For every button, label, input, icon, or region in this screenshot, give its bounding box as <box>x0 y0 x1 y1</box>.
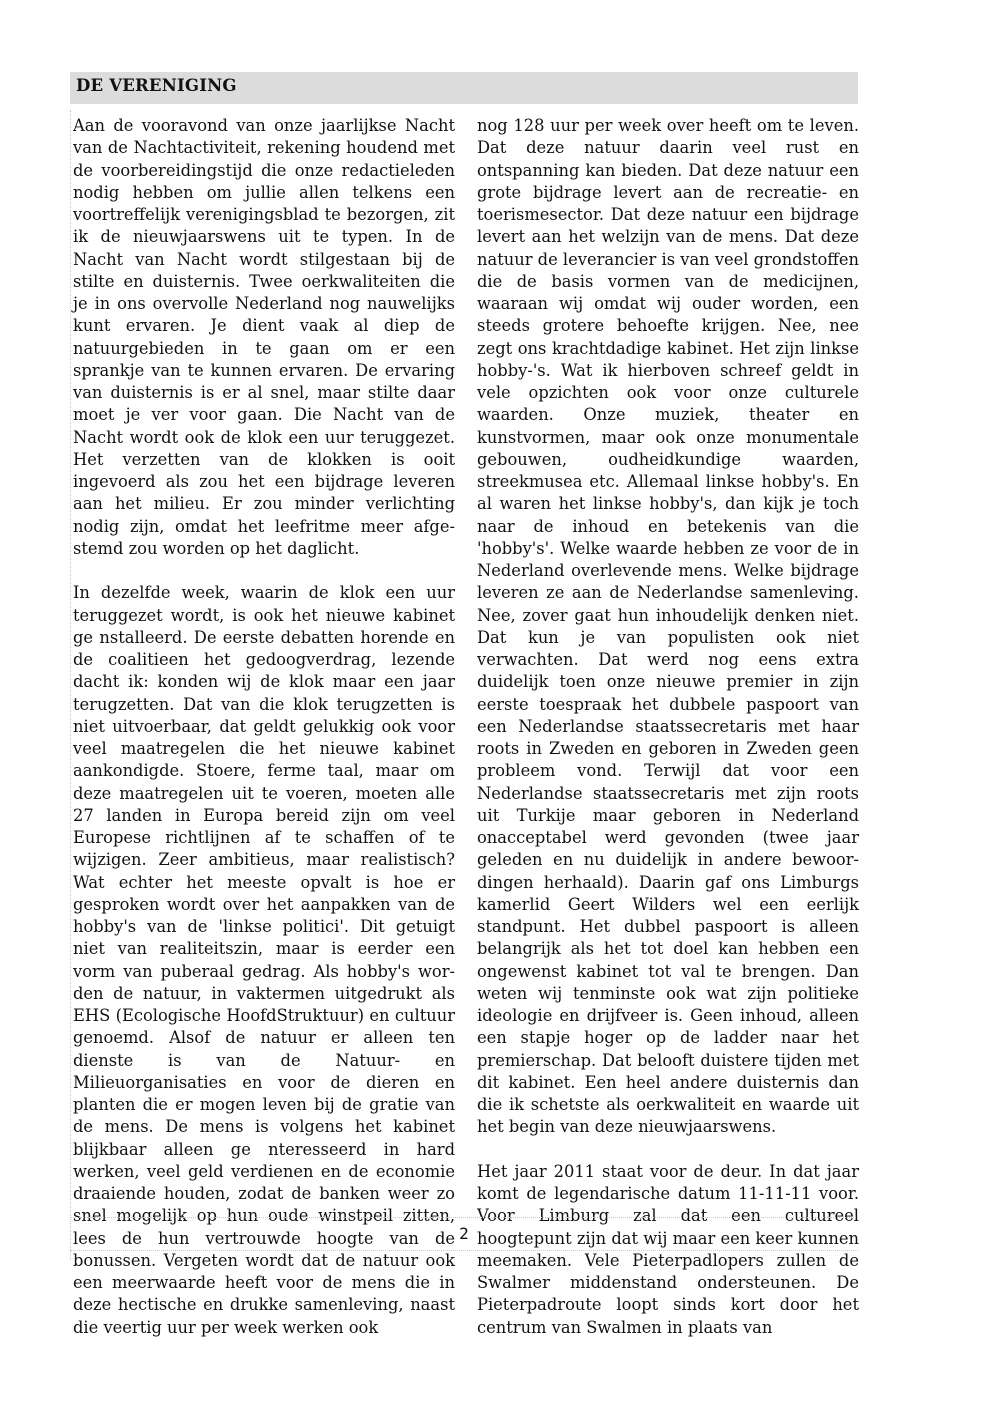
paragraph: Het jaar 2011 staat voor de deur. In dat jaar komt de legendarische datum 11-11-11 voor. Voor Limburg zal dat een cultureel hoogtepunt zijn dat wij maar een keer kunnen meemaken. Vele Pieterpadlopers zullen de Swalmer middenstand ondersteunen. De Pieterpadroute loopt sinds kort door het centrum van Swalmen in plaats van <box>477 1161 859 1337</box>
footer-divider <box>70 1217 858 1218</box>
paragraph: Aan de vooravond van onze jaarlijkse Nacht van de Nachtactiviteit, rekening houdend met de voorbereidingstijd die onze redactieleden nodig hebben om jullie allen telkens een voortreffelijk verenigingsblad te bezorgen, zit ik de nieuwjaarswens uit te typen. In de Nacht van Nacht wordt stilgestaan bij de stilte en duisternis. Twee oerkwaliteiten die je in ons overvolle Nederland nog nauwelijks kunt ervaren. Je dient vaak al diep de natuurgebieden in te gaan om er een sprankje van te kunnen ervaren. De ervaring van duisternis is er al snel, maar stilte daar moet je ver voor gaan. Die Nacht van de Nacht wordt ook de klok een uur teruggezet. Het verzetten van de klokken is ooit ingevoerd als zou het een bijdrage leveren aan het milieu. Er zou minder verlichting nodig zijn, omdat het leefritme meer afgestemd zou worden op het daglicht. <box>73 116 455 558</box>
paragraph: nog 128 uur per week over heeft om te leven. Dat deze natuur daarin veel rust en ontspanning kan bieden. Dat deze natuur een grote bijdrage levert aan de recreatie- en toerismesector. Dat deze natuur een bijdrage levert aan het welzijn van de mens. Dat deze natuur de leverancier is van veel grondstoffen die de basis vormen van de medicijnen, waaraan wij omdat wij ouder worden, een steeds grotere behoefte krijgen. Nee, nee zegt ons krachtdadige kabinet. Het zijn linkse hobby-'s. Wat ik hierboven schreef geldt in vele opzichten ook voor onze culturele waarden. Onze muziek, theater en kunstvormen, maar ook onze monumentale gebouwen, oudheidkundige waarden, streekmusea etc. Allemaal linkse hobby's. En al waren het linkse hobby's, dan kijk je toch naar de inhoud en betekenis van die 'hobby's'. Welke waarde hebben ze voor de in Nederland overlevende mens. Welke bijdrage leveren ze aan de Nederlandse samenleving. Nee, zover gaat hun inhoudelijk denken niet. Dat kun je van populisten ook niet verwachten. Dat werd nog eens extra duidelijk toen onze nieuwe premier in zijn eerste toespraak het dubbele paspoort van een Nederlandse staatssecretaris met haar roots in Zweden en geboren in Zweden geen probleem vond. Terwijl dat voor een Nederlandse staatssecretaris met zijn roots uit Turkije maar geboren in Nederland onacceptabel werd gevonden (twee jaar geleden en nu duidelijk in andere bewoordingen herhaald). Daarin gaf ons Limburgs kamerlid Geert Wilders wel een eerlijk standpunt. Het dubbel paspoort is alleen belangrijk als het tot doel kan hebben een ongewenst kabinet tot val te brengen. Dan weten wij tenminste ook wat zijn politieke ideologie en drijfveer is. Geen inhoud, alleen een stapje hoger op de ladder naar het premierschap. Dat belooft duistere tijden met dit kabinet. Een heel andere duisternis dan die ik schetste als oerkwaliteit en waarde uit het begin van deze nieuwjaarswens. <box>477 116 859 1137</box>
page-number: 2 <box>459 1224 469 1243</box>
footer-divider <box>70 1250 858 1251</box>
left-margin-rule <box>70 110 71 1260</box>
left-column <box>73 115 455 1339</box>
right-column <box>477 115 859 1339</box>
paragraph: In dezelfde week, waarin de klok een uur teruggezet wordt, is ook het nieuwe kabinet ge nstalleerd. De eerste debatten horende en de coalitieen het gedoogverdrag, lezende dacht ik: konden wij de klok maar een jaar terugzetten. Dat van die klok terugzetten is niet uitvoerbaar, dat geldt gelukkig ook voor veel maatregelen die het nieuwe kabinet aankondigde. Stoere, ferme taal, maar om deze maatregelen uit te voeren, moeten alle 27 landen in Europa bereid zijn om veel Europese richtlijnen af te schaffen of te wijzigen. Zeer ambitieus, maar realistisch? Wat echter het meeste opvalt is hoe er gesproken wordt over het aanpakken van de hobby's van de 'linkse politici'. Dit getuigt niet van realiteitszin, maar is eerder een vorm van puberaal gedrag. Als hobby's worden de natuur, in vaktermen uitgedrukt als EHS (Ecologische HoofdStruktuur) en cultuur genoemd. Alsof de natuur er alleen ten dienste is van de Natuur- en Milieuorganisaties en voor de dieren en planten die er mogen leven bij de gratie van de mens. De mens is volgens het kabinet blijkbaar alleen ge nteresseerd in hard werken, veel geld verdienen en de economie draaiende houden, zodat de banken weer zo snel mogelijk op hun oude winstpeil zitten, lees de hun vertrouwde hoogte van de bonussen. Vergeten wordt dat de natuur ook een meerwaarde heeft voor de mens die in deze hectische en drukke samenleving, naast die veertig uur per week werken ook <box>73 583 455 1337</box>
section-title: DE VERENIGING <box>76 76 237 95</box>
